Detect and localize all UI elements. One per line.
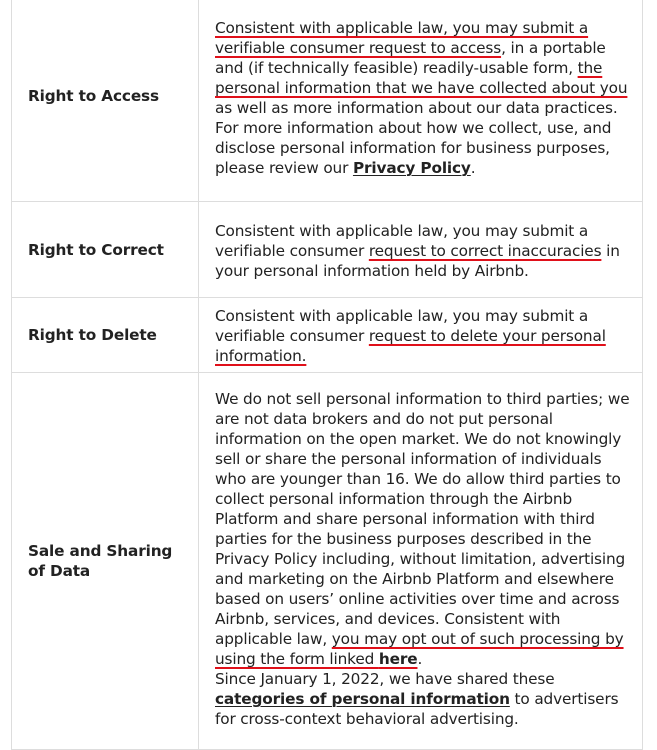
- table-row-right-to-correct: [12, 202, 643, 298]
- table-row-right-to-access: [12, 0, 643, 202]
- row-label-right-to-correct: Right to Correct: [12, 202, 199, 298]
- highlighted-text-submit-access-request: Consistent with applicable law, you may submit a verifiable consumer request to access: [215, 19, 589, 57]
- row-description-sale-and-sharing: [199, 373, 643, 750]
- table-row-right-to-delete: [12, 298, 643, 373]
- categories-of-personal-information-link[interactable]: categories of personal information: [215, 690, 510, 708]
- description-text: Since January 1, 2022, we have shared these: [215, 670, 555, 688]
- row-label-right-to-delete: Right to Delete: [12, 298, 199, 373]
- opt-out-form-link[interactable]: here: [378, 650, 418, 668]
- description-text: as well as more information about our data practices. For more information about how we collect, use, and disclose personal information for business purposes, please review our: [215, 99, 618, 177]
- description-text: Consistent with applicable law, you may submit a verifiable consumer: [215, 307, 589, 345]
- row-description-right-to-access: [199, 0, 643, 202]
- description-text: .: [470, 159, 476, 177]
- description-text: , in a portable and (if technically feasible) readily-usable form,: [215, 39, 606, 77]
- highlighted-text-opt-out: you may opt out of such processing by using the form linked: [215, 630, 624, 668]
- description-text: in your personal information held by Airbnb.: [215, 242, 620, 280]
- row-description-right-to-delete: [199, 298, 643, 373]
- row-label-right-to-access: Right to Access: [12, 0, 199, 202]
- highlighted-text-correct-inaccuracies: request to correct inaccuracies: [368, 242, 602, 260]
- row-label-sale-and-sharing: Sale and Sharing of Data: [12, 373, 199, 750]
- description-text: We do not sell personal information to third parties; we are not data brokers and do not put personal information on the open market. We do not knowingly sell or share the personal information of individuals who are younger than 16. We do allow third parties to collect personal information through the Airbnb Platform and share personal information with third parties for the business purposes described in the Privacy Policy including, without limitation, advertising and marketing on the Airbnb Platform and elsewhere based on users’ online activities over time and across Airbnb, services, and devices. Consistent with applicable law,: [215, 390, 630, 648]
- description-text: to advertisers for cross-context behavioral advertising.: [215, 690, 619, 728]
- highlighted-text-collected-information: the personal information that we have collected about you: [215, 59, 628, 97]
- table-row-sale-and-sharing: [12, 373, 643, 750]
- description-text: .: [417, 650, 423, 668]
- highlighted-text-delete-information: request to delete your personal information.: [215, 327, 606, 365]
- consumer-rights-table: [11, 0, 643, 750]
- row-description-right-to-correct: [199, 202, 643, 298]
- privacy-policy-link[interactable]: Privacy Policy: [352, 159, 471, 177]
- description-text: Consistent with applicable law, you may submit a verifiable consumer: [215, 222, 589, 260]
